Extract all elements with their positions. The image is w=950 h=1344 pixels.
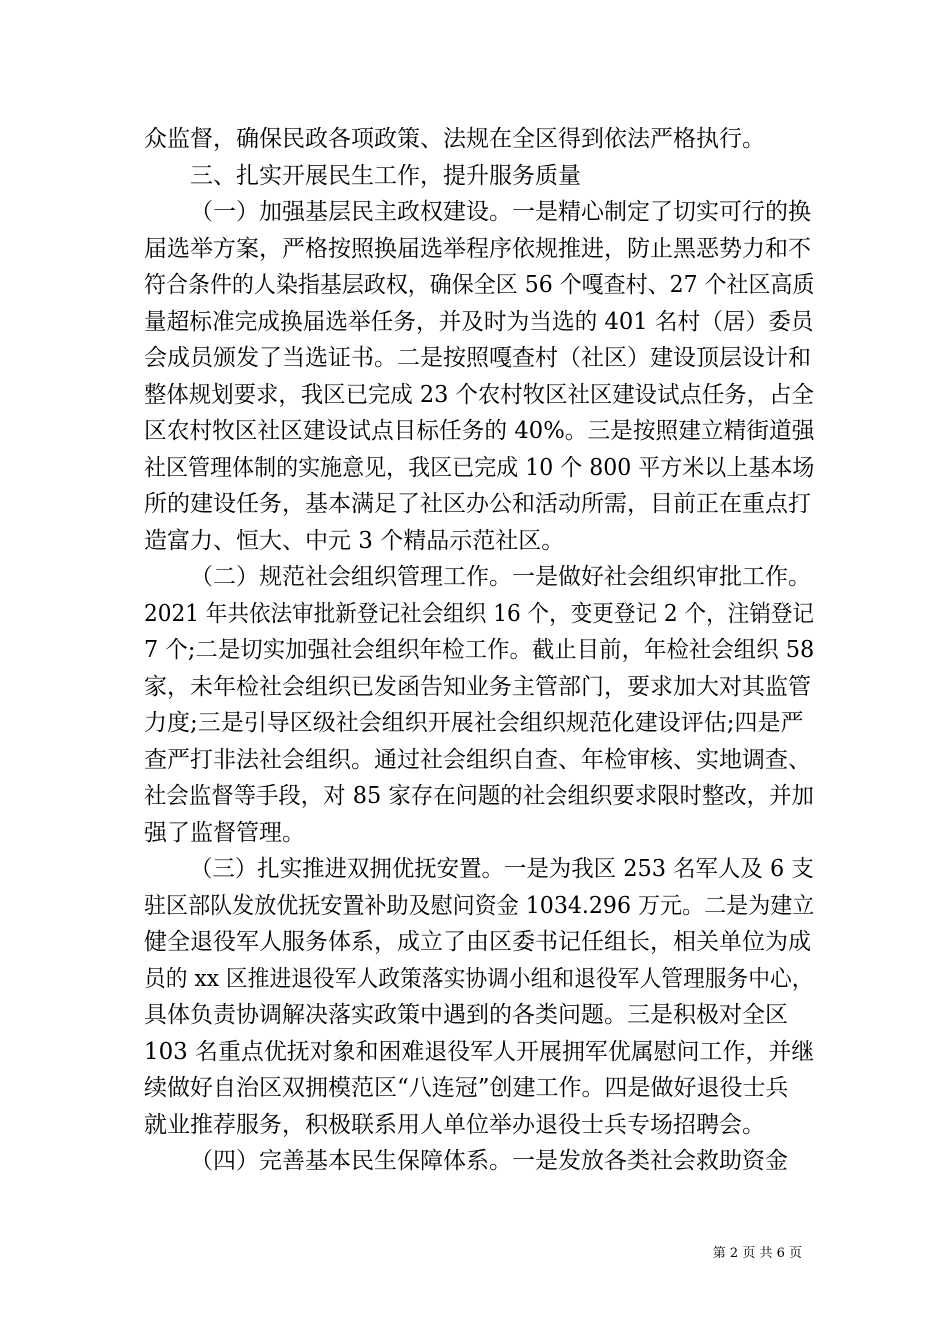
paragraph-line: 量超标准完成换届选举任务，并及时为当选的 401 名村（居）委员	[144, 309, 814, 335]
paragraph-line: （三）扎实推进双拥优抚安置。一是为我区 253 名军人及 6 支	[190, 856, 814, 882]
paragraph-line: 社区管理体制的实施意见，我区已完成 10 个 800 平方米以上基本场	[144, 455, 815, 481]
paragraph-line: （一）加强基层民主政权建设。一是精心制定了切实可行的换	[190, 199, 811, 225]
paragraph-line: 力度;三是引导区级社会组织开展社会组织规范化建设评估;四是严	[144, 710, 804, 736]
paragraph-line: （四）完善基本民生保障体系。一是发放各类社会救助资金	[190, 1148, 788, 1174]
paragraph-line: 区农村牧区社区建设试点目标任务的 40%。三是按照建立精街道强	[144, 418, 815, 444]
page-number: 第 2 页 共 6 页	[712, 1246, 802, 1261]
paragraph-line: 健全退役军人服务体系，成立了由区委书记任组长，相关单位为成	[144, 929, 811, 955]
paragraph-line: 强了监督管理。	[144, 820, 305, 846]
paragraph-line: 驻区部队发放优抚安置补助及慰问资金 1034.296 万元。二是为建立	[144, 893, 815, 919]
paragraph-line: 届选举方案，严格按照换届选举程序依规推进，防止黑恶势力和不	[144, 236, 811, 262]
paragraph-line: 会成员颁发了当选证书。二是按照嘎查村（社区）建设顶层设计和	[144, 345, 811, 371]
text-line: 众监督，确保民政各项政策、法规在全区得到依法严格执行。	[144, 126, 765, 152]
paragraph-line: （二）规范社会组织管理工作。一是做好社会组织审批工作。	[190, 564, 811, 590]
paragraph-line: 103 名重点优抚对象和困难退役军人开展拥军优属慰问工作，并继	[144, 1039, 815, 1065]
paragraph-line: 续做好自治区双拥模范区“八连冠”创建工作。四是做好退役士兵	[144, 1075, 789, 1101]
section-heading: 三、扎实开展民生工作，提升服务质量	[190, 163, 581, 189]
paragraph-line: 造富力、恒大、中元 3 个精品示范社区。	[144, 528, 565, 554]
paragraph-line: 2021 年共依法审批新登记社会组织 16 个，变更登记 2 个，注销登记	[144, 601, 815, 627]
paragraph-line: 员的 xx 区推进退役军人政策落实协调小组和退役军人管理服务中心，	[144, 966, 814, 992]
paragraph-line: 家，未年检社会组织已发函告知业务主管部门，要求加大对其监管	[144, 674, 811, 700]
paragraph-line: 查严打非法社会组织。通过社会组织自查、年检审核、实地调查、	[144, 747, 811, 773]
paragraph-line: 符合条件的人染指基层政权，确保全区 56 个嘎查村、27 个社区高质	[144, 272, 815, 298]
paragraph-line: 社会监督等手段，对 85 家存在问题的社会组织要求限时整改，并加	[144, 783, 814, 809]
paragraph-line: 7 个;二是切实加强社会组织年检工作。截止目前，年检社会组织 58	[144, 637, 815, 663]
paragraph-line: 就业推荐服务，积极联系用人单位举办退役士兵专场招聘会。	[144, 1112, 765, 1138]
paragraph-line: 所的建设任务，基本满足了社区办公和活动所需，目前正在重点打	[144, 491, 811, 517]
paragraph-line: 具体负责协调解决落实政策中遇到的各类问题。三是积极对全区	[144, 1002, 788, 1028]
paragraph-line: 整体规划要求，我区已完成 23 个农村牧区社区建设试点任务，占全	[144, 382, 814, 408]
